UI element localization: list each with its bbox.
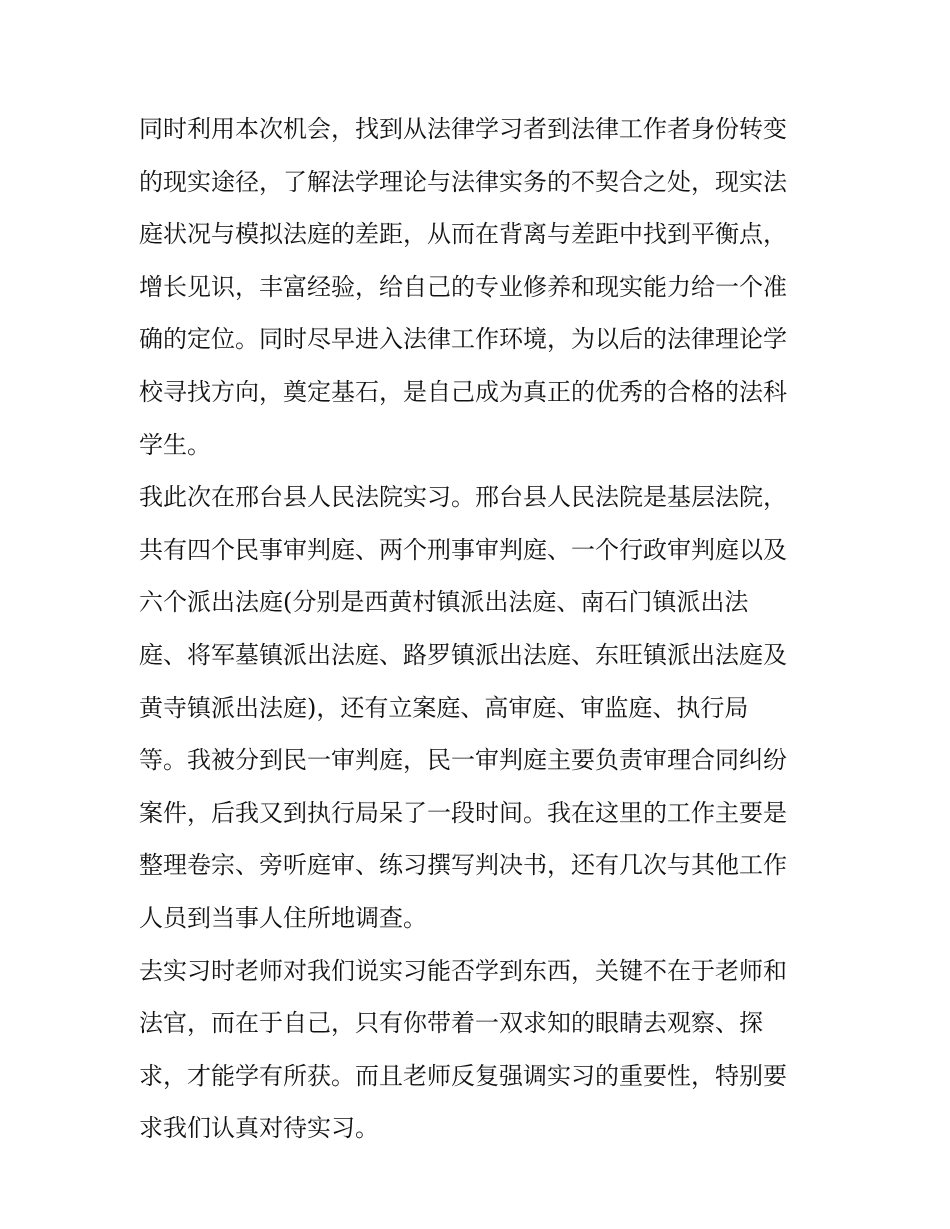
text-line: 共有四个民事审判庭、两个刑事审判庭、一个行政审判庭以及 [139, 535, 787, 564]
text-line: 法官，而在于自己，只有你带着一双求知的眼睛去观察、探 [139, 1009, 763, 1038]
text-line: 求我们认真对待实习。 [139, 1114, 379, 1143]
text-line: 人员到当事人住所地调查。 [139, 903, 427, 932]
text-line: 校寻找方向，奠定基石，是自己成为真正的优秀的合格的法科 [139, 377, 787, 406]
paragraph-1 [139, 103, 819, 471]
text-line: 确的定位。同时尽早进入法律工作环境，为以后的法律理论学 [139, 325, 787, 354]
text-line: 案件，后我又到执行局呆了一段时间。我在这里的工作主要是 [139, 798, 787, 827]
text-line: 学生。 [139, 430, 211, 459]
text-line: 我此次在邢台县人民法院实习。邢台县人民法院是基层法院， [139, 483, 787, 512]
text-line: 黄寺镇派出法庭)，还有立案庭、高审庭、审监庭、执行局 [139, 693, 749, 722]
paragraph-3 [139, 945, 819, 1155]
document-body [139, 103, 819, 1155]
text-line: 同时利用本次机会，找到从法律学习者到法律工作者身份转变 [139, 115, 787, 143]
text-line: 整理卷宗、旁听庭审、练习撰写判决书，还有几次与其他工作 [139, 851, 787, 880]
paragraph-2 [139, 471, 819, 944]
text-line: 的现实途径，了解法学理论与法律实务的不契合之处，现实法 [139, 167, 787, 196]
text-line: 庭、将军墓镇派出法庭、路罗镇派出法庭、东旺镇派出法庭及 [139, 640, 787, 669]
text-line: 增长见识，丰富经验，给自己的专业修养和现实能力给一个准 [139, 272, 787, 301]
text-line: 庭状况与模拟法庭的差距，从而在背离与差距中找到平衡点， [139, 220, 787, 249]
text-line: 六个派出法庭(分别是西黄村镇派出法庭、南石门镇派出法 [139, 588, 749, 617]
text-line: 求，才能学有所获。而且老师反复强调实习的重要性，特别要 [139, 1061, 787, 1090]
text-line: 去实习时老师对我们说实习能否学到东西，关键不在于老师和 [139, 956, 787, 985]
text-line: 等。我被分到民一审判庭，民一审判庭主要负责审理合同纠纷 [139, 746, 787, 775]
